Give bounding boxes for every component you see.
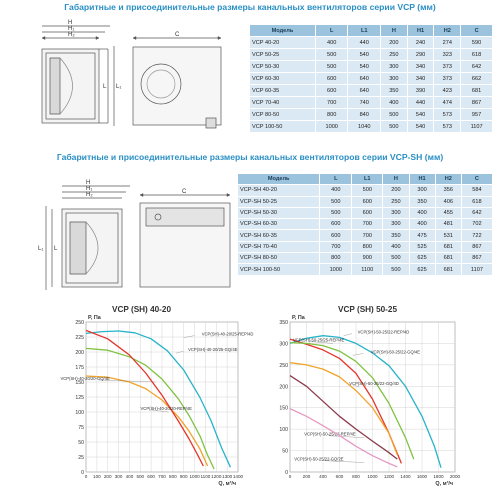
chart2-x-tick-label: 600 (335, 474, 344, 479)
vcp-sh-table-cell: 481 (435, 219, 461, 230)
chart1-x-tick-label: 0 (84, 474, 88, 479)
chart1-x-tick-label: 200 (103, 474, 112, 479)
vcp-table-cell: 474 (434, 97, 461, 109)
chart1-x-tick-label: 900 (179, 474, 188, 479)
vcp-table-cell: 1000 (315, 121, 348, 133)
vcp-table-cell: 390 (407, 85, 434, 97)
chart1-x-tick-label: 300 (114, 474, 123, 479)
vcp-sh-col-model: Модель (238, 174, 320, 185)
chart1-series-label: VCP(SH)-40-20/25-REP/4D (201, 331, 254, 337)
vcp-sh-table-cell: 702 (461, 219, 492, 230)
vcp-table-cell: VCP 100-50 (250, 121, 316, 133)
vcp-sh-table-cell: VCP-SH 60-35 (238, 230, 320, 241)
vcp-table-cell: 573 (434, 109, 461, 121)
vcp-sh-table-cell: 700 (352, 230, 383, 241)
chart2-y-tick-label: 350 (279, 320, 288, 326)
chart2-y-tick-label: 50 (282, 448, 288, 455)
vcp-sh-table-cell: 406 (435, 196, 461, 207)
chart2-x-tick-label: 1200 (383, 474, 395, 479)
vcp-sh-table-cell: 681 (435, 253, 461, 264)
vcp-table-cell: 1040 (348, 121, 381, 133)
vcp-sh-table-cell: 400 (409, 207, 435, 218)
vcp-sh-table-cell: 500 (383, 253, 409, 264)
vcp-table-cell: 373 (434, 73, 461, 85)
vcp-table-cell: VCP 50-30 (250, 61, 316, 73)
vcp-sh-table-cell: 642 (461, 207, 492, 218)
vcp-table-cell: 540 (407, 121, 434, 133)
chart2-x-tick-label: 2000 (449, 474, 461, 479)
chart2-x-tick-label: 1800 (433, 474, 444, 479)
vcp-table-cell: 340 (407, 73, 434, 85)
vcp-sh-table-cell: 500 (320, 196, 352, 207)
vcp-drawing-label-h1: H₁ (68, 26, 75, 32)
vcp-sh-table-cell: 350 (409, 196, 435, 207)
vcp-sh-col-l1: L1 (352, 174, 383, 185)
vcp-sh-table-cell: 800 (352, 241, 383, 252)
vcp-section-title: Габаритные и присоединительные размеры канальных вентиляторов серии VCP (мм) (64, 2, 436, 12)
chart1-y-tick-label: 250 (75, 320, 84, 326)
vcp-sh-table-cell: 584 (461, 185, 492, 196)
vcp-sh-table-cell: 500 (320, 207, 352, 218)
chart1-x-tick-label: 400 (125, 474, 134, 479)
vcp-col-h2: H2 (434, 25, 461, 37)
chart1-series-label: VCP(SH)-40-20/20-REP/4E (140, 406, 192, 411)
vcp-table-cell: 590 (461, 37, 493, 49)
vcp-sh-table-cell: 600 (320, 219, 352, 230)
vcp-table-cell: 300 (381, 73, 408, 85)
vcp-table-cell: VCP 40-20 (250, 37, 316, 49)
chart1-y-tick-label: 75 (78, 425, 84, 431)
vcp-sh-table-cell: VCP-SH 100-50 (238, 264, 320, 275)
vcp-sh-table-cell: 700 (352, 219, 383, 230)
chart1-y-tick-label: 225 (75, 335, 84, 341)
vcp-sh-drawing-label-c: C (182, 189, 187, 195)
vcp-table-cell: VCP 70-40 (250, 97, 316, 109)
vcp-table-cell: 323 (434, 49, 461, 61)
vcp-sh-table-cell: 600 (352, 207, 383, 218)
vcp-table-cell: 250 (381, 49, 408, 61)
chart1-x-tick-label: 100 (93, 474, 101, 479)
vcp-sh-table-cell: 681 (435, 264, 461, 275)
vcp-table-cell: 500 (381, 121, 408, 133)
vcp-sh-table-cell: 681 (435, 241, 461, 252)
chart1-x-tick-label: 600 (147, 474, 155, 479)
vcp-sh-table-cell: 400 (383, 241, 409, 252)
vcp-sh-drawing-label-l1: L₁ (38, 246, 44, 252)
chart2-x-tick-label: 800 (352, 474, 360, 479)
chart2-y-tick-label: 100 (279, 427, 288, 434)
chart2-x-tick-label: 1400 (400, 474, 411, 479)
vcp-table-cell: 957 (461, 109, 493, 121)
vcp-table-cell: 240 (407, 37, 434, 49)
vcp-col-h1: H1 (407, 25, 434, 37)
vcp-table-cell: 300 (381, 61, 408, 73)
chart1-x-tick-label: 500 (136, 474, 145, 479)
vcp-table-cell: 681 (461, 85, 493, 97)
vcp-col-l: L (315, 25, 348, 37)
vcp-sh-table-cell: VCP-SH 80-50 (238, 253, 320, 264)
vcp-sh-col-l: L (320, 174, 352, 185)
vcp-sh-table-cell: 400 (409, 219, 435, 230)
vcp-sh-drawing-label-h2: H₂ (86, 192, 93, 198)
vcp-table-cell: VCP 60-35 (250, 85, 316, 97)
chart1-y-tick-label: 25 (78, 455, 84, 461)
chart1-y-tick-label: 50 (78, 440, 84, 446)
vcp-sh-table-cell: 500 (383, 264, 409, 275)
vcp-sh-table-cell: 1000 (320, 264, 352, 275)
vcp-sh-table-cell: 350 (383, 230, 409, 241)
chart1-series-label: VCP(SH)-40-20/20-GQ/4E (60, 376, 110, 381)
vcp-sh-table-cell: 455 (435, 207, 461, 218)
vcp-table-cell: 400 (315, 37, 348, 49)
vcp-table-cell: 274 (434, 37, 461, 49)
vcp-table-cell: 640 (348, 85, 381, 97)
vcp-table-cell: 640 (348, 73, 381, 85)
chart2-x-tick-label: 0 (288, 474, 292, 479)
vcp-sh-table-cell: 531 (435, 230, 461, 241)
vcp-table-cell: 662 (461, 73, 493, 85)
vcp-table-cell: 340 (407, 61, 434, 73)
vcp-table-cell: 600 (315, 73, 348, 85)
chart1-x-axis-label: Q, м³/ч (218, 481, 236, 487)
vcp-sh-table-cell: 400 (320, 185, 352, 196)
chart2-y-tick-label: 250 (279, 362, 288, 369)
chart2-y-tick-label: 0 (285, 470, 288, 476)
vcp-sh-table-cell: 618 (461, 196, 492, 207)
chart1-y-axis-label: P, Па (88, 315, 101, 321)
vcp-table-cell: 867 (461, 97, 493, 109)
chart1-y-tick-label: 175 (75, 365, 84, 371)
vcp-sh-table-cell: 867 (461, 241, 492, 252)
chart1-x-tick-label: 1300 (222, 474, 233, 479)
vcp-table-cell: 540 (348, 49, 381, 61)
vcp-sh-table-cell: 900 (352, 253, 383, 264)
vcp-table-cell: 500 (381, 109, 408, 121)
chart2-x-axis-label: Q, м³/ч (435, 481, 453, 487)
chart1-series-label: VCP(SH)-40-20/25-GQ/4E (188, 347, 238, 353)
vcp-sh-drawing-label-h1: H₁ (86, 186, 93, 192)
vcp-table-cell: 200 (381, 37, 408, 49)
vcp-sh-col-h2: H2 (435, 174, 461, 185)
vcp-sh-table-cell: 600 (352, 196, 383, 207)
vcp-table-cell: 600 (315, 85, 348, 97)
vcp-table-cell: VCP 80-50 (250, 109, 316, 121)
chart2-series-label: VCP(SH)-50-25/22-GQ/4D (349, 381, 399, 387)
vcp-col-h: H (381, 25, 408, 37)
vcp-table-cell: 540 (348, 61, 381, 73)
vcp-sh-table-cell: 250 (383, 196, 409, 207)
vcp-drawing-label-h: H (68, 20, 73, 26)
vcp-table-cell: VCP 50-25 (250, 49, 316, 61)
vcp-sh-table-cell: 200 (383, 185, 409, 196)
chart1-x-tick-label: 800 (169, 474, 177, 479)
chart1-y-tick-label: 150 (75, 380, 84, 386)
vcp-sh-table-cell: VCP-SH 60-30 (238, 219, 320, 230)
vcp-table-cell: VCP 60-30 (250, 73, 316, 85)
vcp-sh-table-cell: 475 (409, 230, 435, 241)
chart2-y-tick-label: 200 (279, 384, 288, 391)
vcp-sh-drawing-label-h: H (86, 180, 91, 186)
vcp-table-cell: 400 (381, 97, 408, 109)
vcp-table-cell: 500 (315, 61, 348, 73)
vcp-table-cell: 540 (407, 109, 434, 121)
vcp-sh-table-cell: 300 (383, 219, 409, 230)
chart2-series-label: VCP(SH)-50-25/25-REP/4E (292, 337, 345, 343)
chart1-x-tick-label: 700 (158, 474, 166, 479)
chart2-y-tick-label: 300 (279, 341, 288, 348)
vcp-table-cell: 573 (434, 121, 461, 133)
chart2-series-label: VCP(SH)-50-25/22-GQ/4E (370, 349, 421, 355)
chart1-y-tick-label: 0 (81, 470, 84, 476)
chart2-series-label: VCP(SH)-50-25/22-REP/4D (357, 329, 410, 335)
vcp-sh-section-title: Габаритные и присоединительные размеры канальных вентиляторов серии VCP-SH (мм) (56, 152, 444, 162)
vcp-sh-table-cell: 600 (320, 230, 352, 241)
vcp-col-model: Модель (250, 25, 316, 37)
vcp-sh-table-cell: VCP-SH 70-40 (238, 241, 320, 252)
vcp-sh-table-cell: 1100 (352, 264, 383, 275)
chart2-x-tick-label: 1000 (367, 474, 378, 479)
chart2-x-tick-label: 400 (319, 474, 327, 479)
chart2-y-tick-label: 150 (279, 405, 288, 412)
vcp-sh-table-cell: 700 (320, 241, 352, 252)
vcp-drawing-label-h2: H₂ (68, 32, 75, 38)
vcp-sh-table-cell: 625 (409, 264, 435, 275)
chart1-y-tick-label: 125 (75, 395, 84, 401)
chart1-x-tick-label: 1200 (211, 474, 222, 479)
vcp-sh-table-cell: VCP-SH 50-25 (238, 196, 320, 207)
vcp-col-l1: L1 (348, 25, 381, 37)
chart2-x-tick-label: 200 (302, 474, 311, 479)
vcp-table-cell: 440 (348, 37, 381, 49)
vcp-drawing-label-l: L (103, 84, 107, 90)
vcp-sh-drawing-label-l: L (54, 246, 58, 252)
vcp-table-cell: 1107 (461, 121, 493, 133)
vcp-sh-table-cell: 525 (409, 241, 435, 252)
vcp-sh-table-cell: 1107 (461, 264, 492, 275)
vcp-table-cell: 618 (461, 49, 493, 61)
vcp-sh-table-cell: 625 (409, 253, 435, 264)
chart2-title: VCP (SH) 50-25 (338, 305, 398, 314)
vcp-sh-col-h1: H1 (409, 174, 435, 185)
vcp-table-cell: 440 (407, 97, 434, 109)
chart2-series-label: VCP(SH)-50-25/22-GQ/2E (294, 456, 344, 462)
vcp-table-cell: 740 (348, 97, 381, 109)
vcp-table-cell: 423 (434, 85, 461, 97)
chart1-x-tick-label: 1100 (200, 474, 211, 479)
vcp-table-cell: 700 (315, 97, 348, 109)
vcp-sh-table-cell: 300 (383, 207, 409, 218)
vcp-table-cell: 350 (381, 85, 408, 97)
vcp-sh-table-cell: 800 (320, 253, 352, 264)
vcp-drawing-label-l1: L₁ (116, 84, 122, 90)
chart1-x-tick-label: 1000 (189, 474, 200, 479)
vcp-sh-table-cell: 356 (435, 185, 461, 196)
vcp-table-cell: 800 (315, 109, 348, 121)
vcp-sh-table-cell: VCP-SH 50-30 (238, 207, 320, 218)
vcp-sh-col-h: H (383, 174, 409, 185)
chart1-title: VCP (SH) 40-20 (112, 305, 172, 314)
vcp-table-cell: 840 (348, 109, 381, 121)
chart1-y-tick-label: 100 (75, 410, 84, 416)
chart2-series-label: VCP(SH)-50-25/22-REP/4E (304, 431, 356, 437)
vcp-table-cell: 290 (407, 49, 434, 61)
vcp-sh-table-cell: 722 (461, 230, 492, 241)
vcp-drawing-label-c: C (175, 32, 180, 38)
vcp-table-cell: 373 (434, 61, 461, 73)
vcp-col-c: C (461, 25, 493, 37)
vcp-sh-table-cell: VCP-SH 40-20 (238, 185, 320, 196)
chart2-x-tick-label: 1600 (416, 474, 428, 479)
vcp-sh-table-cell: 867 (461, 253, 492, 264)
vcp-sh-col-c: C (461, 174, 492, 185)
vcp-sh-table-cell: 300 (409, 185, 435, 196)
chart2-y-axis-label: P, Па (292, 315, 305, 321)
chart1-x-tick-label: 1400 (232, 474, 244, 479)
chart1-y-tick-label: 200 (75, 350, 84, 356)
vcp-table-cell: 500 (315, 49, 348, 61)
vcp-sh-table-cell: 500 (352, 185, 383, 196)
vcp-table-cell: 642 (461, 61, 493, 73)
